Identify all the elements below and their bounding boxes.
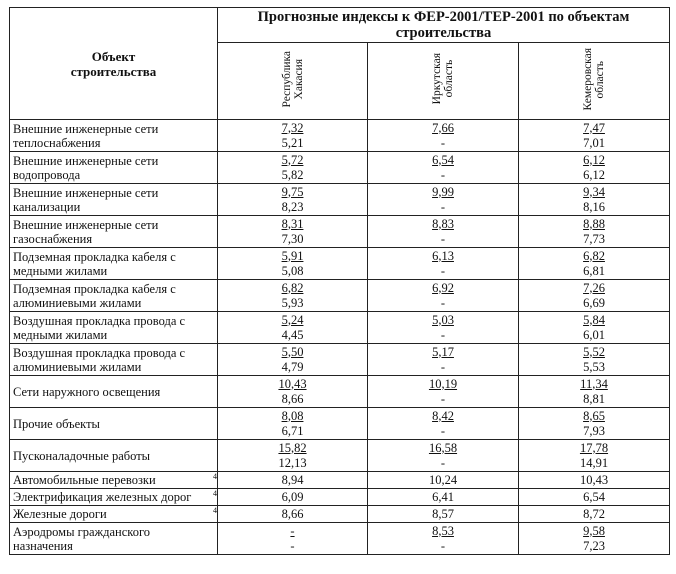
footnote-marker: 4 [213,505,217,515]
value-cell [519,408,670,440]
index-value-secondary: 7,01 [583,135,605,150]
value-cell [368,376,519,408]
value-cell [368,489,519,506]
index-value: 8,65 [583,408,605,423]
object-name-cell [10,440,218,472]
value-cell [519,120,670,152]
object-name-cell [10,523,218,555]
value-cell [368,120,519,152]
index-value: 9,99 [432,184,454,199]
value-cell [218,216,368,248]
index-value: 8,57 [432,506,454,521]
table-row [10,440,670,472]
table-row [10,489,670,506]
index-value: 9,34 [583,184,605,199]
object-name: Железные дороги [13,507,107,521]
index-value-secondary: 7,93 [583,423,605,438]
table-row [10,376,670,408]
object-name: Внешние инженерные сети водопровода [13,153,159,182]
object-name-cell [10,472,218,489]
value-cell [368,280,519,312]
value-cell [519,376,670,408]
region-label: Республика Хакасия [280,50,305,108]
object-name: Сети наружного освещения [13,384,161,399]
index-value: 11,34 [580,376,608,391]
index-value: 5,84 [583,312,605,327]
index-value: 6,92 [432,280,454,295]
main-title [218,8,670,43]
index-value: 8,72 [583,506,605,521]
index-value: 6,54 [432,152,454,167]
region-header-kemerovo [519,43,670,120]
value-cell [368,216,519,248]
index-value: 5,24 [281,312,304,327]
index-value: 8,08 [281,408,304,423]
index-value: 8,53 [432,523,454,538]
value-cell [519,280,670,312]
index-value-secondary: - [440,135,446,150]
object-name-cell [10,184,218,216]
region-header-khakassia [218,43,368,120]
index-value-secondary: 6,12 [583,167,605,182]
value-cell [368,184,519,216]
value-cell [218,408,368,440]
index-value-secondary: - [440,455,446,470]
object-name: Электрификация железных дорог [13,490,192,504]
value-cell [218,344,368,376]
footnote-marker: 4 [213,488,217,498]
footnote-marker: 4 [213,471,217,481]
index-value: - [290,523,295,538]
index-value: 7,66 [432,120,454,135]
value-cell [519,312,670,344]
index-value-secondary: - [440,423,446,438]
index-value: 7,26 [583,280,605,295]
index-value: 6,13 [432,248,454,263]
index-value: 15,82 [278,440,307,455]
value-cell [218,152,368,184]
object-name: Подземная прокладка кабеля с алюминиевыми жилами [13,281,176,310]
index-value: 16,58 [428,440,458,455]
object-name-cell [10,506,218,523]
index-value-secondary: 6,71 [281,423,304,438]
index-value-secondary: 7,30 [281,231,304,246]
index-value: 8,31 [281,216,304,231]
index-value: 5,03 [432,312,454,327]
value-cell [519,440,670,472]
table-row [10,408,670,440]
region-label: Иркутская область [431,53,455,105]
index-value: 10,19 [428,376,458,391]
index-value: 7,47 [583,120,605,135]
index-value-secondary: 8,66 [281,391,304,406]
index-value-secondary: - [440,359,446,374]
table-row [10,184,670,216]
index-value-secondary: 4,45 [281,327,304,342]
table-row [10,523,670,555]
index-value-secondary: - [440,391,446,406]
table-row [10,472,670,489]
value-cell [218,120,368,152]
value-cell [519,506,670,523]
index-value-secondary: 5,08 [281,263,304,278]
table-row [10,344,670,376]
index-value: 6,54 [583,489,605,504]
index-value: 8,88 [583,216,605,231]
value-cell [368,523,519,555]
value-cell [218,312,368,344]
index-value-secondary: - [440,167,446,182]
object-name-cell [10,376,218,408]
value-cell [368,152,519,184]
table-body [10,120,670,555]
value-cell [519,248,670,280]
value-cell [368,472,519,489]
index-value-secondary: 14,91 [579,455,609,470]
index-value-secondary: - [440,327,446,342]
value-cell [519,489,670,506]
index-value-secondary: 8,16 [583,199,605,214]
index-value: 9,58 [583,523,605,538]
object-name-cell [10,408,218,440]
index-value-secondary: - [440,295,446,310]
value-cell [218,523,368,555]
index-value: 5,91 [281,248,304,263]
object-name: Внешние инженерные сети теплоснабжения [13,121,159,150]
value-cell [218,489,368,506]
index-value: 5,50 [281,344,304,359]
index-value: 6,09 [281,489,304,504]
value-cell [368,312,519,344]
value-cell [218,248,368,280]
index-value-secondary: 8,23 [281,199,304,214]
value-cell [519,184,670,216]
index-value-secondary: 7,73 [583,231,605,246]
table-row [10,312,670,344]
object-name: Внешние инженерные сети газоснабжения [13,217,159,246]
index-value-secondary: - [440,199,446,214]
object-name-cell [10,248,218,280]
table-row [10,280,670,312]
index-value-secondary: 7,23 [583,538,605,553]
value-cell [519,216,670,248]
main-title-text: Прогнозные индексы к ФЕР-2001/ТЕР-2001 по объектам строительства [257,9,630,41]
region-label: Кемеровская область [582,47,606,111]
index-value-secondary: 5,82 [281,167,304,182]
object-name-cell [10,120,218,152]
object-name: Пусконаладочные работы [13,448,151,463]
index-table [9,7,670,555]
index-value: 6,82 [281,280,304,295]
index-value: 5,17 [432,344,454,359]
object-name-cell [10,344,218,376]
table-row [10,152,670,184]
value-cell [368,344,519,376]
object-name: Подземная прокладка кабеля с медными жилами [13,249,176,278]
index-value: 6,41 [432,489,454,504]
object-name: Аэродромы гражданского назначения [13,524,151,553]
index-value: 8,83 [432,216,454,231]
index-value-secondary: 12,13 [278,455,307,470]
index-value-secondary: 5,93 [281,295,304,310]
index-value-secondary: - [440,538,446,553]
index-value: 5,72 [281,152,304,167]
value-cell [218,184,368,216]
object-name-cell [10,312,218,344]
value-cell [519,472,670,489]
index-value-secondary: 5,21 [281,135,304,150]
object-name-cell [10,152,218,184]
index-value: 10,24 [428,472,458,487]
object-name: Воздушная прокладка провода с алюминиевыми жилами [13,345,186,374]
object-name-cell [10,280,218,312]
index-value: 5,52 [583,344,605,359]
object-name: Прочие объекты [13,416,100,431]
index-value: 8,94 [281,472,304,487]
value-cell [218,376,368,408]
value-cell [368,506,519,523]
index-value: 6,82 [583,248,605,263]
index-value-secondary: 6,81 [583,263,605,278]
index-value-secondary: 4,79 [281,359,304,374]
object-column-header [10,8,218,120]
index-value-secondary: 6,69 [583,295,605,310]
index-value-secondary: 5,53 [583,359,605,374]
table-row [10,216,670,248]
value-cell [519,523,670,555]
value-cell [368,408,519,440]
index-value: 10,43 [278,376,307,391]
value-cell [368,440,519,472]
index-value-secondary: - [440,231,446,246]
value-cell [218,472,368,489]
index-value: 10,43 [579,472,609,487]
index-value: 9,75 [281,184,304,199]
value-cell [218,280,368,312]
index-value: 6,12 [583,152,605,167]
index-value-secondary: - [290,538,295,553]
object-name-cell [10,489,218,506]
table-row [10,506,670,523]
region-header-irkutsk [368,43,519,120]
value-cell [519,344,670,376]
value-cell [218,440,368,472]
index-value-secondary: 8,81 [583,391,605,406]
index-value: 8,66 [281,506,304,521]
index-value: 17,78 [579,440,609,455]
index-value-secondary: - [440,263,446,278]
index-value: 7,32 [281,120,304,135]
object-name: Внешние инженерные сети канализации [13,185,159,214]
value-cell [519,152,670,184]
object-name-cell [10,216,218,248]
index-value-secondary: 6,01 [583,327,605,342]
value-cell [368,248,519,280]
value-cell [218,506,368,523]
object-name: Автомобильные перевозки [13,473,156,487]
table-row [10,120,670,152]
index-value: 8,42 [432,408,454,423]
object-name: Воздушная прокладка провода с медными жилами [13,313,186,342]
object-header-label: Объект строительства [70,48,157,79]
table-row [10,248,670,280]
